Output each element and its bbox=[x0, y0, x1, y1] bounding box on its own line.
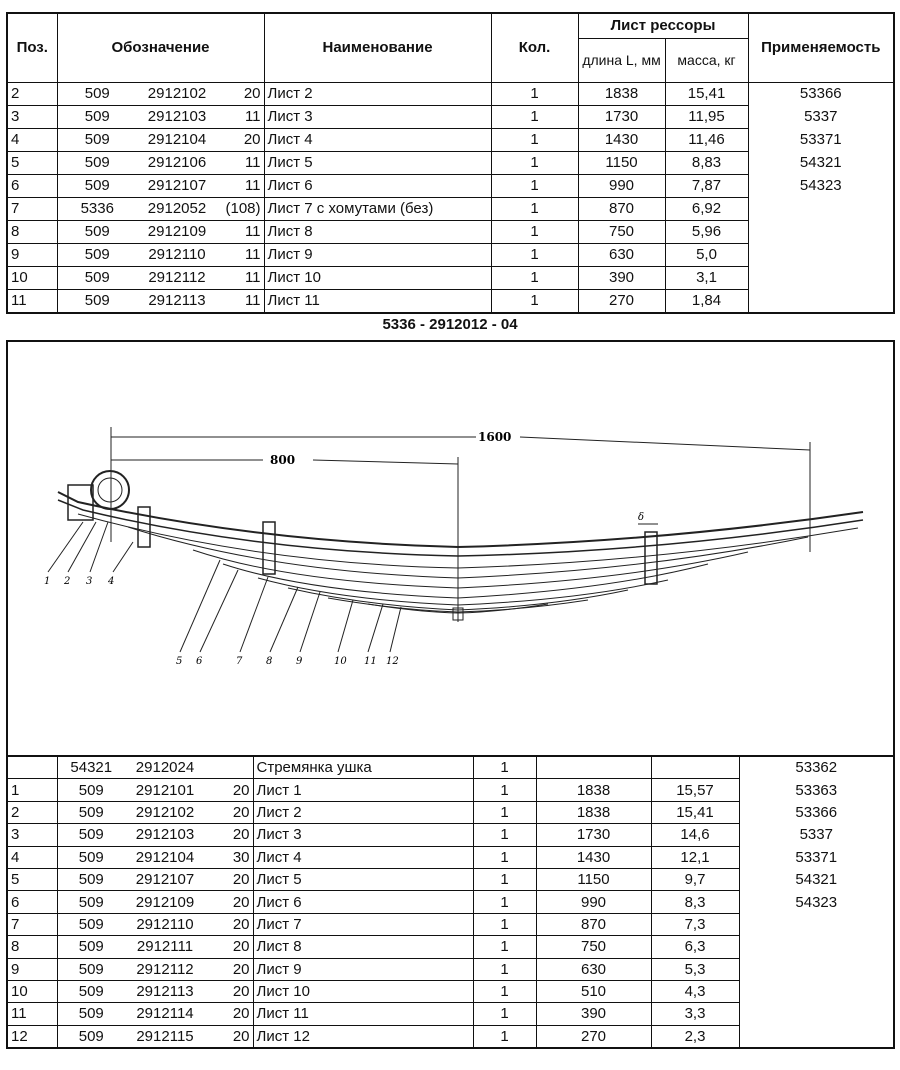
cell-designation-prefix: 509 bbox=[57, 801, 125, 823]
cell-mass: 8,3 bbox=[651, 891, 739, 913]
leaf-3 bbox=[78, 514, 858, 568]
cell-applicability bbox=[739, 980, 894, 1002]
cell-applicability bbox=[739, 1003, 894, 1025]
cell-name: Лист 7 с хомутами (без) bbox=[264, 197, 491, 220]
cell-pos: 7 bbox=[7, 197, 57, 220]
cell-applicability bbox=[748, 243, 894, 266]
leaf-4 bbox=[128, 527, 808, 578]
cell-designation-prefix: 509 bbox=[57, 779, 125, 801]
leader-label-6: 6 bbox=[196, 656, 203, 667]
cell-mass: 14,6 bbox=[651, 824, 739, 846]
cell-mass: 15,57 bbox=[651, 779, 739, 801]
leader-2 bbox=[68, 522, 96, 572]
cell-qty: 1 bbox=[491, 105, 578, 128]
table-row bbox=[7, 846, 894, 868]
cell-name: Лист 8 bbox=[264, 220, 491, 243]
header-designation: Обозначение bbox=[57, 13, 264, 82]
cell-designation-suffix: 20 bbox=[205, 913, 253, 935]
leader-6 bbox=[200, 570, 238, 652]
cell-designation-prefix: 509 bbox=[57, 846, 125, 868]
cell-designation-number: 2912111 bbox=[125, 936, 205, 958]
table-row bbox=[7, 1003, 894, 1025]
cell-designation-number: 2912101 bbox=[125, 779, 205, 801]
cell-designation-number: 2912102 bbox=[125, 801, 205, 823]
cell-designation-suffix: 20 bbox=[217, 128, 264, 151]
cell-pos: 6 bbox=[7, 891, 57, 913]
cell-qty: 1 bbox=[473, 779, 536, 801]
table-row bbox=[7, 151, 894, 174]
table-row bbox=[7, 936, 894, 958]
leader-label-4: 4 bbox=[108, 576, 115, 587]
cell-pos: 12 bbox=[7, 1025, 57, 1048]
cell-designation-suffix: 20 bbox=[205, 1025, 253, 1048]
cell-length: 1430 bbox=[536, 846, 651, 868]
cell-length: 630 bbox=[536, 958, 651, 980]
cell-designation-number: 2912109 bbox=[125, 891, 205, 913]
cell-name: Лист 2 bbox=[264, 82, 491, 105]
header-mass: масса, кг bbox=[665, 38, 748, 82]
cell-mass: 15,41 bbox=[665, 82, 748, 105]
cell-name: Лист 2 bbox=[253, 801, 473, 823]
cell-applicability bbox=[739, 936, 894, 958]
cell-applicability: 53371 bbox=[739, 846, 894, 868]
leader-label-1: 1 bbox=[44, 576, 51, 587]
cell-name: Лист 6 bbox=[253, 891, 473, 913]
table-row bbox=[7, 174, 894, 197]
cell-pos: 11 bbox=[7, 1003, 57, 1025]
cell-designation-prefix: 509 bbox=[57, 266, 137, 289]
cell-pos: 5 bbox=[7, 151, 57, 174]
cell-pos: 4 bbox=[7, 128, 57, 151]
cell-qty: 1 bbox=[473, 1003, 536, 1025]
cell-qty: 1 bbox=[473, 824, 536, 846]
cell-designation-number: 2912104 bbox=[125, 846, 205, 868]
cell-applicability: 54321 bbox=[739, 868, 894, 890]
cell-pos: 10 bbox=[7, 266, 57, 289]
cell-applicability bbox=[748, 197, 894, 220]
cell-mass: 9,7 bbox=[651, 868, 739, 890]
cell-length: 1838 bbox=[536, 779, 651, 801]
cell-designation-prefix: 509 bbox=[57, 958, 125, 980]
cell-name: Лист 9 bbox=[253, 958, 473, 980]
cell-applicability: 54323 bbox=[748, 174, 894, 197]
cell-designation-number: 2912110 bbox=[137, 243, 217, 266]
cell-qty: 1 bbox=[491, 82, 578, 105]
cell-pos: 7 bbox=[7, 913, 57, 935]
spring-eye bbox=[91, 471, 129, 509]
dim-line-1600-b bbox=[520, 437, 810, 450]
cell-name: Лист 4 bbox=[253, 846, 473, 868]
cell-pos: 8 bbox=[7, 220, 57, 243]
cell-designation-suffix: 20 bbox=[205, 891, 253, 913]
cell-length: 1730 bbox=[536, 824, 651, 846]
spring-eye-inner bbox=[98, 478, 122, 502]
table-row bbox=[7, 980, 894, 1002]
cell-mass: 11,46 bbox=[665, 128, 748, 151]
cell-designation-suffix: 11 bbox=[217, 243, 264, 266]
cell-length bbox=[536, 756, 651, 779]
cell-applicability bbox=[748, 220, 894, 243]
cell-designation-number: 2912109 bbox=[137, 220, 217, 243]
cell-name: Лист 11 bbox=[253, 1003, 473, 1025]
cell-designation-number: 2912112 bbox=[125, 958, 205, 980]
cell-length: 870 bbox=[578, 197, 665, 220]
cell-name: Лист 7 bbox=[253, 913, 473, 935]
cell-length: 990 bbox=[578, 174, 665, 197]
table-row bbox=[7, 289, 894, 313]
eye-clamp bbox=[138, 507, 150, 547]
cell-designation-prefix: 509 bbox=[57, 151, 137, 174]
cell-name: Лист 12 bbox=[253, 1025, 473, 1048]
cell-qty: 1 bbox=[473, 1025, 536, 1048]
cell-qty: 1 bbox=[473, 756, 536, 779]
drawing-frame bbox=[6, 340, 895, 757]
cell-designation-number: 2912115 bbox=[125, 1025, 205, 1048]
leader-10 bbox=[338, 600, 353, 652]
table-row bbox=[7, 958, 894, 980]
cell-designation-suffix: 11 bbox=[217, 105, 264, 128]
cell-designation-prefix: 509 bbox=[57, 913, 125, 935]
dim-label-1600: 1600 bbox=[478, 430, 512, 444]
leader-3 bbox=[90, 522, 108, 572]
leader-label-3: 3 bbox=[86, 576, 93, 587]
assembly-title: 5336 - 2912012 - 04 bbox=[382, 316, 518, 333]
cell-mass: 5,0 bbox=[665, 243, 748, 266]
cell-designation-suffix: 20 bbox=[205, 824, 253, 846]
cell-qty: 1 bbox=[491, 151, 578, 174]
cell-designation-prefix: 509 bbox=[57, 174, 137, 197]
leader-label-10: 10 bbox=[334, 656, 347, 667]
cell-designation-prefix: 509 bbox=[57, 824, 125, 846]
cell-name: Лист 3 bbox=[264, 105, 491, 128]
cell-designation-number: 2912107 bbox=[125, 868, 205, 890]
leader-8 bbox=[270, 587, 298, 652]
header-length: длина L, мм bbox=[578, 38, 665, 82]
table-row bbox=[7, 266, 894, 289]
cell-designation-prefix: 5336 bbox=[57, 197, 137, 220]
cell-designation-prefix: 509 bbox=[57, 891, 125, 913]
cell-qty: 1 bbox=[473, 913, 536, 935]
cell-mass: 12,1 bbox=[651, 846, 739, 868]
leaf-7 bbox=[258, 578, 668, 605]
table-row bbox=[7, 868, 894, 890]
leader-7 bbox=[240, 577, 268, 652]
cell-name: Лист 5 bbox=[264, 151, 491, 174]
cell-length: 870 bbox=[536, 913, 651, 935]
top-spec-table bbox=[6, 12, 895, 314]
leader-label-7: 7 bbox=[236, 656, 243, 667]
table-row bbox=[7, 82, 894, 105]
cell-qty: 1 bbox=[473, 846, 536, 868]
leader-1 bbox=[48, 522, 83, 572]
cell-length: 510 bbox=[536, 980, 651, 1002]
cell-designation-number: 2912114 bbox=[125, 1003, 205, 1025]
cell-designation-number: 2912106 bbox=[137, 151, 217, 174]
cell-length: 1150 bbox=[536, 868, 651, 890]
cell-designation-prefix: 509 bbox=[57, 1003, 125, 1025]
cell-pos: 2 bbox=[7, 801, 57, 823]
leader-label-12: 12 bbox=[386, 656, 399, 667]
cell-designation-prefix: 509 bbox=[57, 868, 125, 890]
leader-4 bbox=[113, 542, 133, 572]
cell-designation-number: 2912104 bbox=[137, 128, 217, 151]
cell-name: Лист 6 bbox=[264, 174, 491, 197]
cell-designation-suffix: 20 bbox=[205, 779, 253, 801]
cell-applicability: 53362 bbox=[739, 756, 894, 779]
cell-length: 270 bbox=[578, 289, 665, 313]
cell-qty: 1 bbox=[473, 958, 536, 980]
header-qty: Кол. bbox=[491, 13, 578, 82]
cell-length: 390 bbox=[536, 1003, 651, 1025]
cell-applicability: 54321 bbox=[748, 151, 894, 174]
table-row bbox=[7, 779, 894, 801]
cell-designation-prefix: 509 bbox=[57, 243, 137, 266]
cell-applicability bbox=[739, 958, 894, 980]
cell-qty: 1 bbox=[491, 266, 578, 289]
cell-designation-number: 2912024 bbox=[125, 756, 205, 779]
cell-pos: 10 bbox=[7, 980, 57, 1002]
cell-mass: 11,95 bbox=[665, 105, 748, 128]
cell-designation-suffix: 20 bbox=[205, 868, 253, 890]
cell-designation-number: 2912052 bbox=[137, 197, 217, 220]
cell-length: 630 bbox=[578, 243, 665, 266]
table-row bbox=[7, 891, 894, 913]
cell-qty: 1 bbox=[491, 197, 578, 220]
cell-applicability: 54323 bbox=[739, 891, 894, 913]
cell-length: 750 bbox=[536, 936, 651, 958]
cell-mass: 15,41 bbox=[651, 801, 739, 823]
cell-qty: 1 bbox=[491, 243, 578, 266]
cell-qty: 1 bbox=[491, 289, 578, 313]
cell-mass: 6,92 bbox=[665, 197, 748, 220]
header-name: Наименование bbox=[264, 13, 491, 82]
cell-qty: 1 bbox=[473, 891, 536, 913]
cell-name: Лист 8 bbox=[253, 936, 473, 958]
cell-applicability: 53366 bbox=[748, 82, 894, 105]
cell-designation-suffix: 20 bbox=[205, 936, 253, 958]
table-row bbox=[7, 824, 894, 846]
leader-9 bbox=[300, 592, 320, 652]
cell-designation-suffix: 20 bbox=[205, 958, 253, 980]
header-applicability: Применяемость bbox=[748, 13, 894, 82]
cell-designation-number: 2912113 bbox=[137, 289, 217, 313]
cell-length: 1838 bbox=[536, 801, 651, 823]
cell-qty: 1 bbox=[491, 174, 578, 197]
cell-designation-prefix: 509 bbox=[57, 128, 137, 151]
cell-mass: 5,96 bbox=[665, 220, 748, 243]
cell-designation-suffix: 20 bbox=[205, 801, 253, 823]
leader-label-11: 11 bbox=[364, 656, 377, 667]
cell-designation-prefix: 509 bbox=[57, 220, 137, 243]
cell-designation-suffix bbox=[205, 756, 253, 779]
cell-pos: 5 bbox=[7, 868, 57, 890]
cell-pos: 3 bbox=[7, 824, 57, 846]
cell-pos: 9 bbox=[7, 958, 57, 980]
table-row bbox=[7, 756, 894, 779]
cell-name: Лист 5 bbox=[253, 868, 473, 890]
cell-designation-suffix: 20 bbox=[205, 980, 253, 1002]
cell-designation-number: 2912107 bbox=[137, 174, 217, 197]
cell-pos: 11 bbox=[7, 289, 57, 313]
cell-designation-prefix: 509 bbox=[57, 980, 125, 1002]
cell-qty: 1 bbox=[491, 128, 578, 151]
cell-mass: 4,3 bbox=[651, 980, 739, 1002]
table-row bbox=[7, 220, 894, 243]
header-pos: Поз. bbox=[7, 13, 57, 82]
cell-designation-suffix: 11 bbox=[217, 174, 264, 197]
cell-qty: 1 bbox=[473, 801, 536, 823]
cell-applicability: 5337 bbox=[748, 105, 894, 128]
table-row bbox=[7, 801, 894, 823]
cell-designation-prefix: 509 bbox=[57, 1025, 125, 1048]
cell-length: 750 bbox=[578, 220, 665, 243]
table-row bbox=[7, 197, 894, 220]
leader-label-2: 2 bbox=[64, 576, 71, 587]
leader-label-9: 9 bbox=[296, 656, 303, 667]
cell-designation-suffix: 20 bbox=[205, 1003, 253, 1025]
cell-length: 990 bbox=[536, 891, 651, 913]
cell-applicability bbox=[739, 1025, 894, 1048]
table-row bbox=[7, 913, 894, 935]
cell-length: 1150 bbox=[578, 151, 665, 174]
cell-mass: 7,87 bbox=[665, 174, 748, 197]
cell-designation-prefix: 54321 bbox=[57, 756, 125, 779]
rebound-clamp-left bbox=[263, 522, 275, 574]
cell-designation-prefix: 509 bbox=[57, 289, 137, 313]
cell-designation-suffix: (108) bbox=[217, 197, 264, 220]
header-sheet-group: Лист рессоры bbox=[578, 13, 748, 38]
cell-designation-prefix: 509 bbox=[57, 936, 125, 958]
cell-length: 390 bbox=[578, 266, 665, 289]
cell-designation-number: 2912102 bbox=[137, 82, 217, 105]
cell-designation-suffix: 11 bbox=[217, 220, 264, 243]
cell-mass: 3,1 bbox=[665, 266, 748, 289]
cell-mass: 7,3 bbox=[651, 913, 739, 935]
table-row bbox=[7, 128, 894, 151]
cell-applicability: 53363 bbox=[739, 779, 894, 801]
cell-applicability: 53371 bbox=[748, 128, 894, 151]
cell-mass: 1,84 bbox=[665, 289, 748, 313]
cell-applicability bbox=[748, 266, 894, 289]
cell-mass: 8,83 bbox=[665, 151, 748, 174]
cell-pos: 8 bbox=[7, 936, 57, 958]
cell-name: Лист 3 bbox=[253, 824, 473, 846]
cell-length: 1430 bbox=[578, 128, 665, 151]
cell-designation-number: 2912113 bbox=[125, 980, 205, 1002]
cell-pos: 1 bbox=[7, 779, 57, 801]
cell-mass bbox=[651, 756, 739, 779]
cell-qty: 1 bbox=[473, 936, 536, 958]
cell-qty: 1 bbox=[473, 980, 536, 1002]
cell-name: Лист 9 bbox=[264, 243, 491, 266]
cell-name: Лист 10 bbox=[264, 266, 491, 289]
bottom-spec-table bbox=[6, 755, 895, 1049]
cell-qty: 1 bbox=[491, 220, 578, 243]
cell-length: 270 bbox=[536, 1025, 651, 1048]
dim-line-800-b bbox=[313, 460, 458, 464]
leaf-1 bbox=[58, 492, 863, 547]
leader-5 bbox=[180, 560, 220, 652]
leader-label-5: 5 bbox=[176, 656, 183, 667]
dim-label-800: 800 bbox=[270, 453, 296, 467]
cell-applicability bbox=[748, 289, 894, 313]
cell-name: Лист 1 bbox=[253, 779, 473, 801]
cell-designation-suffix: 11 bbox=[217, 151, 264, 174]
leaf-spring-drawing bbox=[8, 342, 893, 757]
cell-applicability: 5337 bbox=[739, 824, 894, 846]
cell-pos: 4 bbox=[7, 846, 57, 868]
cell-designation-prefix: 509 bbox=[57, 82, 137, 105]
leader-label-8: 8 bbox=[266, 656, 273, 667]
cell-applicability bbox=[739, 913, 894, 935]
cell-name: Лист 4 bbox=[264, 128, 491, 151]
cell-pos: 9 bbox=[7, 243, 57, 266]
cell-designation-number: 2912110 bbox=[125, 913, 205, 935]
cell-name: Лист 11 bbox=[264, 289, 491, 313]
cell-designation-number: 2912112 bbox=[137, 266, 217, 289]
delta-label: δ bbox=[638, 512, 645, 523]
cell-pos bbox=[7, 756, 57, 779]
cell-pos: 2 bbox=[7, 82, 57, 105]
table-row bbox=[7, 243, 894, 266]
leader-11 bbox=[368, 604, 383, 652]
cell-pos: 3 bbox=[7, 105, 57, 128]
cell-name: Стремянка ушка bbox=[253, 756, 473, 779]
cell-length: 1838 bbox=[578, 82, 665, 105]
cell-designation-suffix: 20 bbox=[217, 82, 264, 105]
leader-12 bbox=[390, 607, 401, 652]
cell-qty: 1 bbox=[473, 868, 536, 890]
cell-mass: 2,3 bbox=[651, 1025, 739, 1048]
table-row bbox=[7, 1025, 894, 1048]
cell-mass: 5,3 bbox=[651, 958, 739, 980]
cell-mass: 3,3 bbox=[651, 1003, 739, 1025]
cell-designation-prefix: 509 bbox=[57, 105, 137, 128]
cell-designation-suffix: 11 bbox=[217, 266, 264, 289]
cell-designation-suffix: 11 bbox=[217, 289, 264, 313]
cell-applicability: 53366 bbox=[739, 801, 894, 823]
cell-designation-number: 2912103 bbox=[125, 824, 205, 846]
cell-pos: 6 bbox=[7, 174, 57, 197]
cell-mass: 6,3 bbox=[651, 936, 739, 958]
cell-length: 1730 bbox=[578, 105, 665, 128]
table-row bbox=[7, 105, 894, 128]
cell-designation-number: 2912103 bbox=[137, 105, 217, 128]
cell-name: Лист 10 bbox=[253, 980, 473, 1002]
cell-designation-suffix: 30 bbox=[205, 846, 253, 868]
